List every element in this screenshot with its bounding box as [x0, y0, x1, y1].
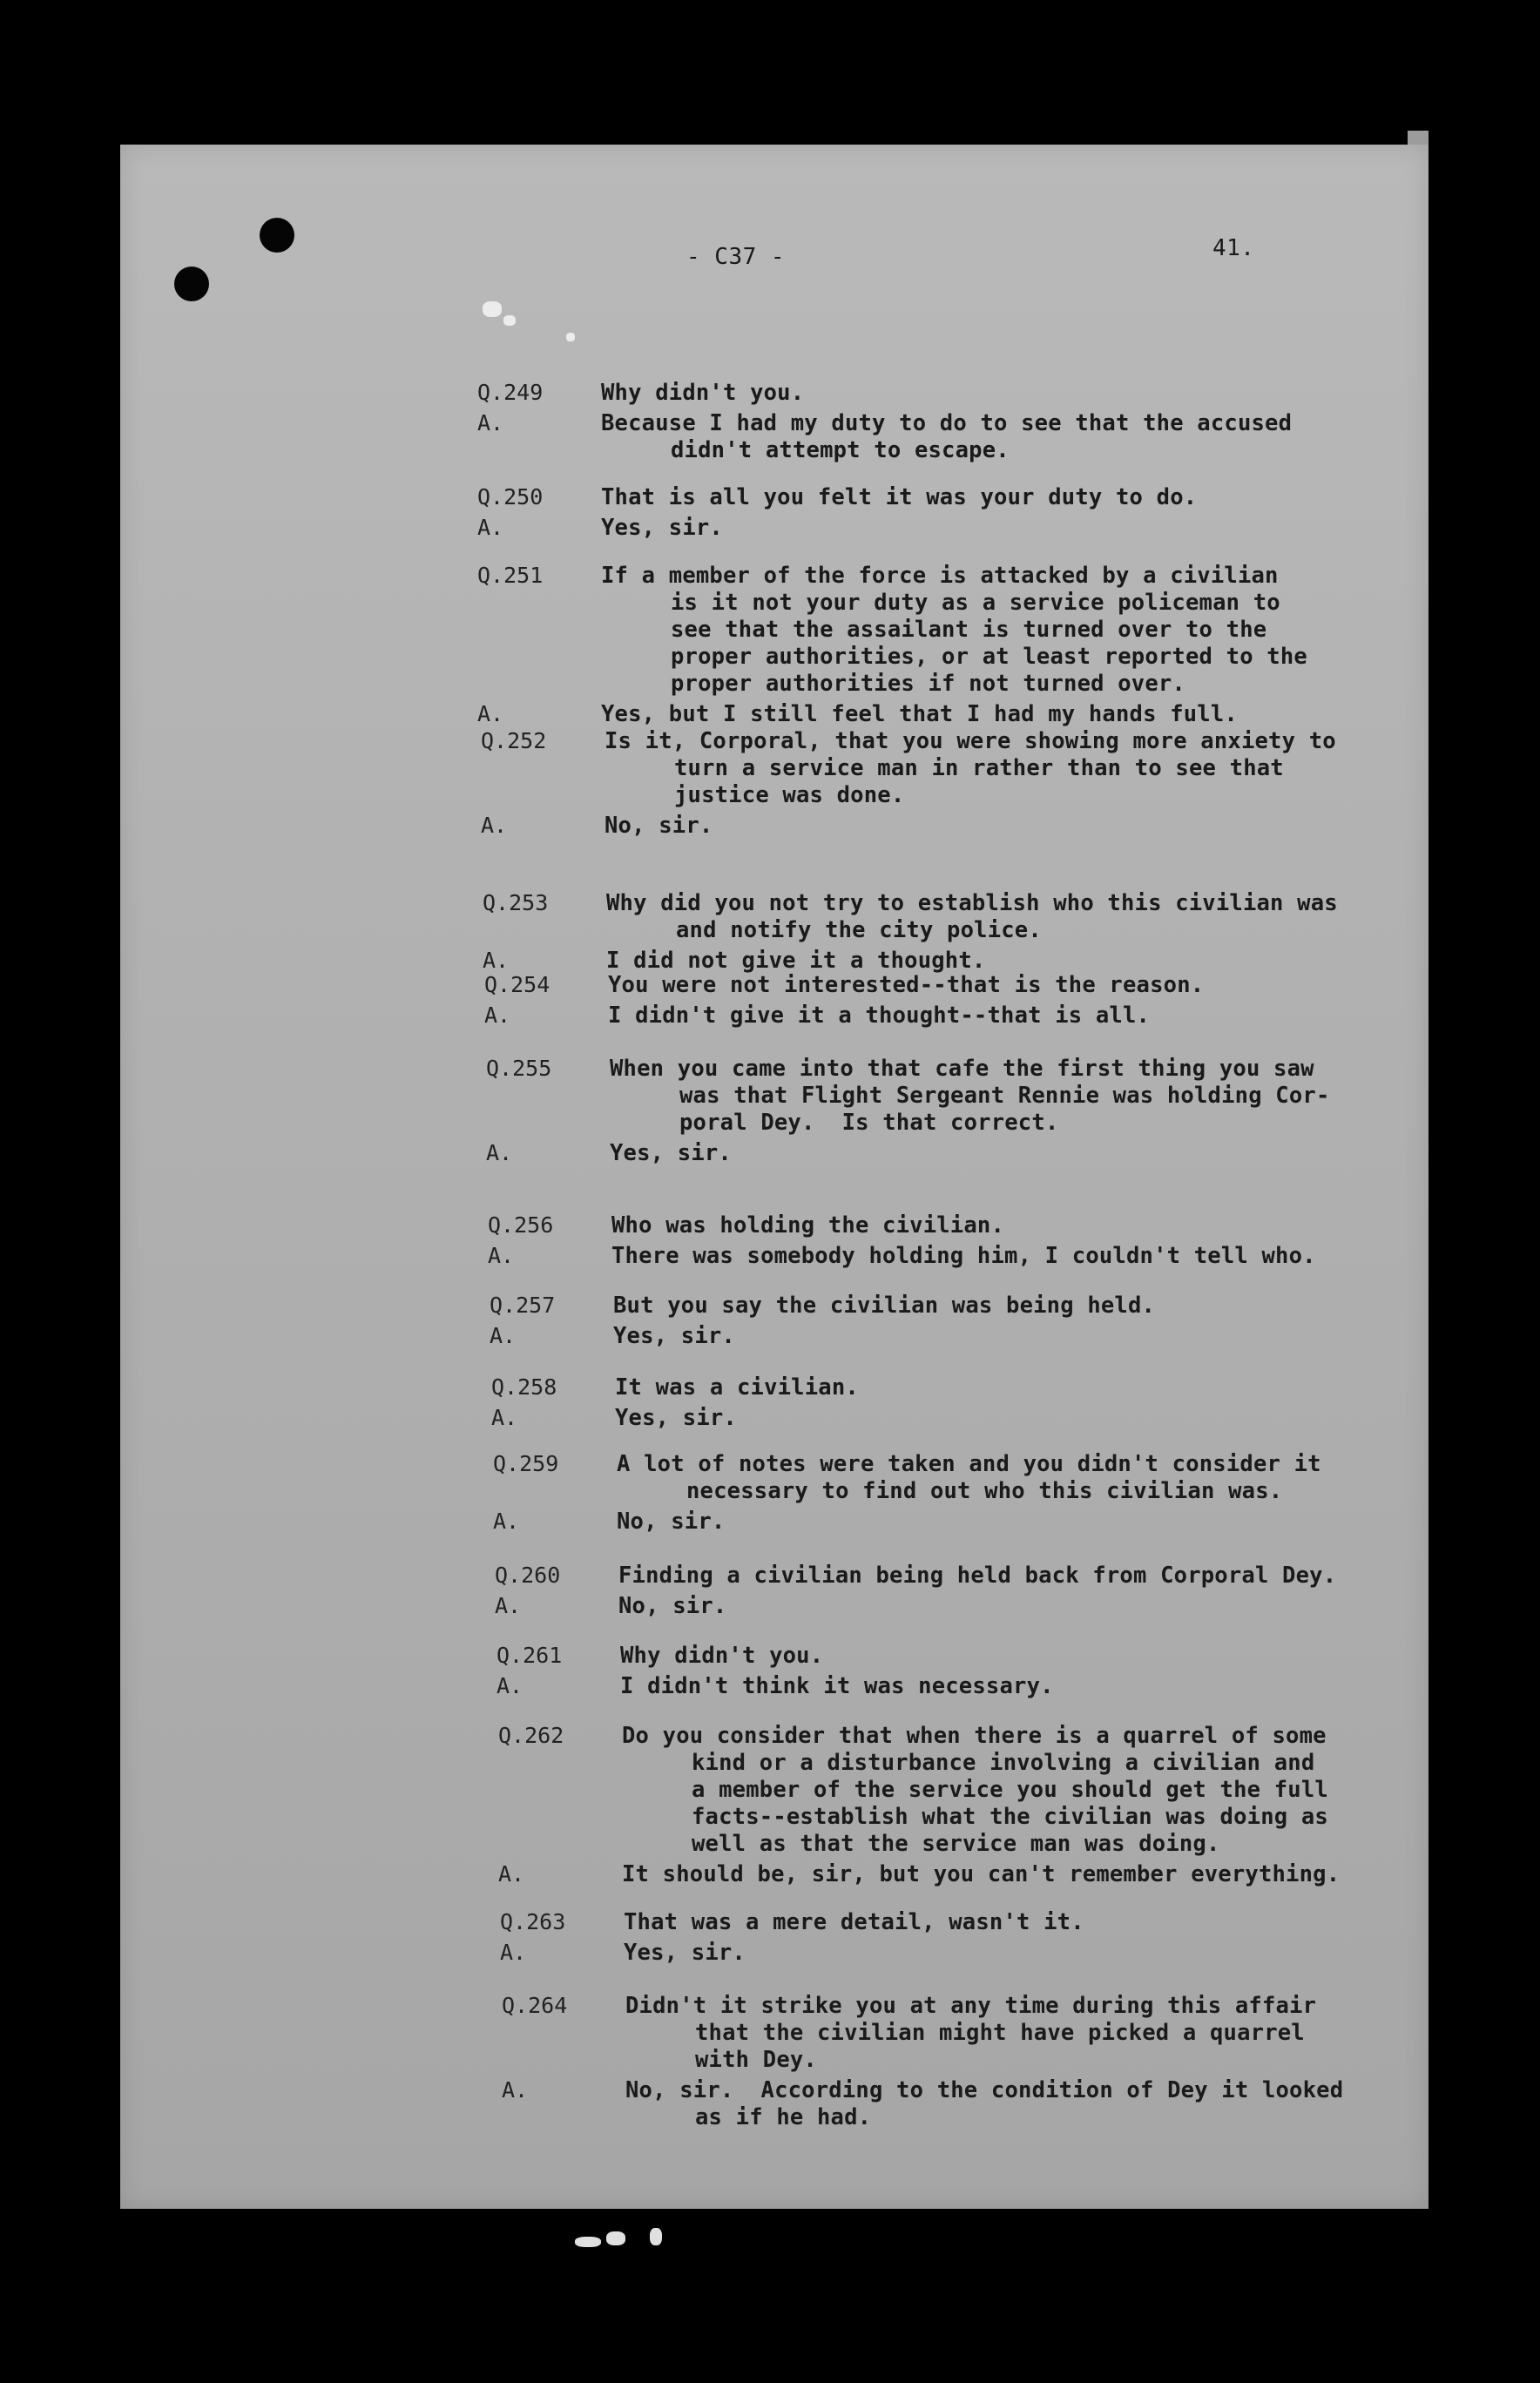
question-line: Why did you not try to establish who this civilian was — [606, 890, 1338, 916]
question-line: necessary to find out who this civilian was. — [686, 1478, 1283, 1504]
answer-line: didn't attempt to escape. — [671, 437, 1010, 463]
answer-line: Yes, sir. — [601, 515, 723, 541]
paper-speck — [606, 2231, 625, 2245]
answer-label: A. — [493, 1509, 520, 1534]
question-label: Q.263 — [500, 1909, 566, 1934]
question-label: Q.264 — [502, 1993, 568, 2018]
question-line: It was a civilian. — [615, 1374, 859, 1401]
answer-label: A. — [484, 1002, 511, 1028]
question-label: Q.254 — [484, 972, 550, 997]
question-line: well as that the service man was doing. — [692, 1831, 1220, 1857]
paper-speck — [575, 2237, 601, 2247]
question-line: turn a service man in rather than to see that — [674, 755, 1284, 781]
answer-label: A. — [477, 515, 504, 540]
answer-line: Yes, sir. — [610, 1140, 732, 1166]
question-line: Why didn't you. — [620, 1643, 824, 1669]
question-label: Q.260 — [495, 1563, 561, 1588]
answer-line: There was somebody holding him, I couldn't tell who. — [611, 1243, 1316, 1269]
paper-speck — [650, 2228, 662, 2245]
answer-label: A. — [498, 1861, 525, 1887]
question-label: Q.255 — [486, 1056, 552, 1081]
question-line: But you say the civilian was being held. — [613, 1293, 1156, 1319]
answer-line: No, sir. According to the condition of Dey it looked — [625, 2077, 1344, 2103]
question-label: Q.253 — [483, 890, 549, 915]
question-label: Q.250 — [477, 484, 544, 510]
question-line: Why didn't you. — [601, 380, 805, 406]
question-label: Q.262 — [498, 1723, 564, 1748]
question-line: justice was done. — [674, 782, 905, 808]
question-line: with Dey. — [695, 2047, 817, 2073]
question-line: proper authorities, or at least reported to the — [671, 644, 1307, 670]
answer-line: Because I had my duty to do to see that the accused — [601, 410, 1293, 436]
answer-label: A. — [490, 1323, 517, 1348]
question-line: is it not your duty as a service policeman to — [671, 590, 1280, 616]
answer-line: It should be, sir, but you can't remember everything. — [622, 1861, 1341, 1887]
question-line: kind or a disturbance involving a civilian and — [692, 1750, 1315, 1776]
answer-line: I didn't give it a thought--that is all. — [608, 1002, 1151, 1029]
paper-speck — [483, 301, 502, 317]
question-line: You were not interested--that is the reason. — [608, 972, 1205, 998]
answer-label: A. — [502, 2077, 529, 2103]
answer-line: as if he had. — [695, 2104, 872, 2130]
question-line: that the civilian might have picked a quarrel — [695, 2020, 1305, 2046]
question-line: That is all you felt it was your duty to do. — [601, 484, 1198, 510]
paper-speck — [503, 315, 516, 326]
page-reference: - C37 - — [686, 244, 786, 270]
answer-label: A. — [477, 701, 504, 726]
question-line: When you came into that cafe the first thing you saw — [610, 1056, 1314, 1082]
question-line: Didn't it strike you at any time during this affair — [625, 1993, 1317, 2019]
question-label: Q.259 — [493, 1451, 559, 1476]
question-line: If a member of the force is attacked by a civilian — [601, 563, 1279, 589]
answer-label: A. — [481, 813, 508, 838]
answer-label: A. — [500, 1940, 527, 1965]
answer-line: Yes, sir. — [624, 1940, 746, 1966]
question-line: That was a mere detail, wasn't it. — [624, 1909, 1084, 1935]
question-label: Q.258 — [491, 1374, 557, 1400]
question-line: and notify the city police. — [676, 917, 1042, 943]
answer-line: Yes, sir. — [615, 1405, 737, 1431]
answer-label: A. — [488, 1243, 515, 1268]
answer-line: No, sir. — [617, 1509, 726, 1535]
answer-label: A. — [491, 1405, 518, 1430]
punch-hole — [260, 218, 294, 253]
question-line: facts--establish what the civilian was doing as — [692, 1804, 1328, 1830]
question-line: Who was holding the civilian. — [611, 1212, 1005, 1239]
paper-speck — [566, 333, 575, 341]
question-label: Q.249 — [477, 380, 544, 405]
answer-label: A. — [483, 948, 510, 973]
answer-label: A. — [495, 1593, 522, 1618]
question-line: see that the assailant is turned over to the — [671, 617, 1267, 643]
question-line: was that Flight Sergeant Rennie was holding Cor- — [679, 1083, 1330, 1109]
answer-label: A. — [477, 410, 504, 435]
answer-line: I didn't think it was necessary. — [620, 1673, 1054, 1699]
punch-hole — [174, 267, 209, 301]
question-line: Is it, Corporal, that you were showing more anxiety to — [605, 728, 1336, 754]
answer-line: Yes, sir. — [613, 1323, 735, 1349]
answer-line: Yes, but I still feel that I had my hands full. — [601, 701, 1238, 727]
question-line: a member of the service you should get the full — [692, 1777, 1328, 1803]
answer-label: A. — [486, 1140, 513, 1165]
question-label: Q.257 — [490, 1293, 556, 1318]
question-line: proper authorities if not turned over. — [671, 671, 1185, 697]
question-label: Q.251 — [477, 563, 544, 588]
answer-line: No, sir. — [605, 813, 713, 839]
answer-label: A. — [496, 1673, 523, 1698]
answer-line: No, sir. — [618, 1593, 727, 1619]
question-label: Q.252 — [481, 728, 547, 753]
answer-line: I did not give it a thought. — [606, 948, 986, 974]
question-line: A lot of notes were taken and you didn't consider it — [617, 1451, 1321, 1477]
document-page — [120, 145, 1429, 2209]
page-number: 41. — [1212, 235, 1255, 261]
question-line: Do you consider that when there is a quarrel of some — [622, 1723, 1327, 1749]
question-label: Q.256 — [488, 1212, 554, 1238]
question-line: Finding a civilian being held back from Corporal Dey. — [618, 1563, 1337, 1589]
question-label: Q.261 — [496, 1643, 563, 1668]
question-line: poral Dey. Is that correct. — [679, 1110, 1059, 1136]
